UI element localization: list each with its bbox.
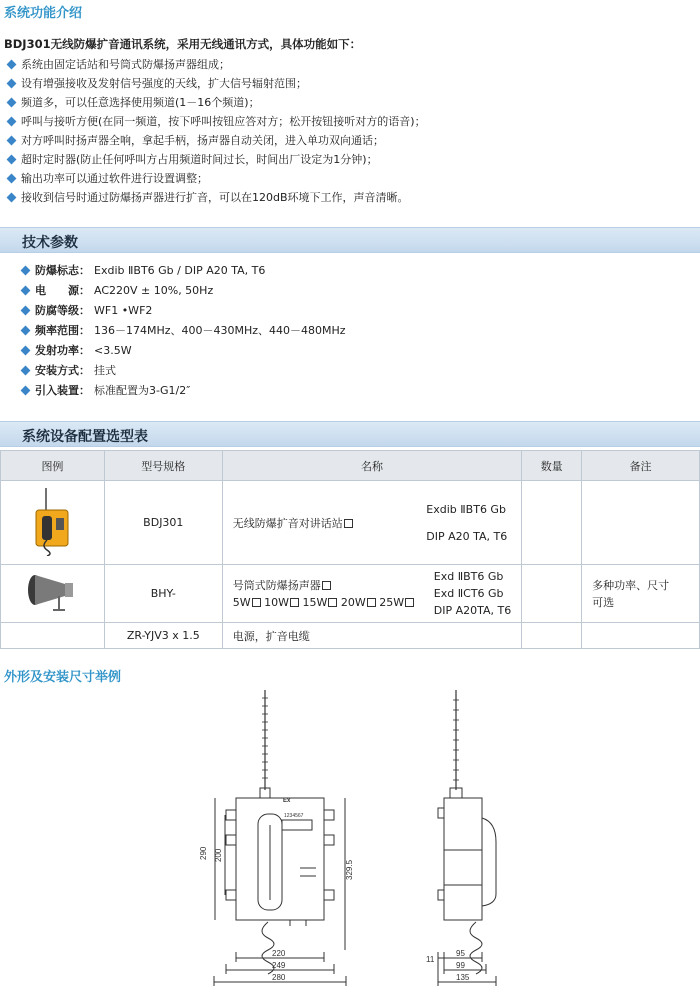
- list-item: 系统由固定话站和号筒式防爆扬声器组成；: [4, 56, 694, 74]
- diamond-bullet-icon: [7, 174, 17, 184]
- diamond-bullet-icon: [7, 60, 17, 70]
- table-row: [1, 565, 700, 623]
- side-view: [438, 690, 496, 986]
- note-cell: [582, 481, 700, 565]
- station-image: [1, 481, 105, 565]
- config-table: [0, 450, 700, 649]
- checkbox-icon: [322, 581, 331, 590]
- table-header-row: [1, 451, 700, 481]
- dim-d: 135: [456, 973, 470, 982]
- checkbox-icon: [328, 598, 337, 607]
- table-row: [1, 481, 700, 565]
- name-cell: 电源，扩音电缆: [222, 623, 522, 649]
- list-item: 输出功率可以通过软件进行设置调整；: [4, 170, 694, 188]
- ex-marks: Exdib ⅡBT6 Gb DIP A20 TA, T6: [426, 502, 508, 543]
- checkbox-icon: [344, 519, 353, 528]
- list-item: 设有增强接收及发射信号强度的天线，扩大信号辐射范围；: [4, 75, 694, 93]
- diamond-bullet-icon: [7, 136, 17, 146]
- drawing-title: 外形及安装尺寸举例: [4, 670, 122, 685]
- param-row: 防腐等级： WF1 •WF2: [20, 302, 152, 320]
- station-name: 无线防爆扩音对讲话站: [233, 515, 353, 531]
- col-header: 数量: [522, 451, 582, 481]
- diamond-bullet-icon: [7, 117, 17, 127]
- dim-h3: 329.5: [345, 859, 354, 880]
- power-options: 5W 10W 15W 20W 25W: [233, 594, 414, 611]
- dim-h2: 200: [214, 848, 223, 862]
- front-view: [214, 690, 346, 986]
- diamond-bullet-icon: [21, 386, 31, 396]
- intro-list: [4, 56, 694, 216]
- diamond-bullet-icon: [7, 193, 17, 203]
- list-item: 频道多，可以任意选择使用频道(1－16个频道)；: [4, 94, 694, 112]
- qty-cell: [522, 481, 582, 565]
- diamond-bullet-icon: [21, 286, 31, 296]
- intro-lead: BDJ301无线防爆扩音通讯系统，采用无线通讯方式，具体功能如下：: [4, 37, 362, 51]
- tech-band: [0, 227, 700, 253]
- model-cell: BHY-: [104, 565, 222, 623]
- param-row: 频率范围： 136－174MHz、400－430MHz、440－480MHz: [20, 322, 346, 340]
- dim-w3: 280: [272, 973, 286, 982]
- tech-title: 技术参数: [22, 235, 78, 251]
- dim-h1: 290: [199, 846, 208, 860]
- name-cell: [222, 565, 522, 623]
- dim-w1: 220: [272, 949, 286, 958]
- checkbox-icon: [367, 598, 376, 607]
- ex-marks: Exd ⅡBT6 Gb Exd ⅡCT6 Gb DIP A20TA, T6: [433, 570, 512, 617]
- diamond-bullet-icon: [21, 326, 31, 336]
- image-cell: [1, 623, 105, 649]
- list-item: 接收到信号时通过防爆扬声器进行扩音，可以在120dB环境下工作，声音清晰。: [4, 189, 694, 207]
- param-row: 引入装置： 标准配置为3-G1/2″: [20, 382, 190, 400]
- qty-cell: [522, 623, 582, 649]
- note-cell: 多种功率、尺寸 可选: [582, 565, 700, 623]
- param-row: 发射功率： <3.5W: [20, 342, 132, 360]
- ex-label: Ex: [283, 798, 291, 804]
- id-label: 1234567: [284, 813, 304, 819]
- dim-c: 99: [456, 961, 465, 970]
- col-header: 型号规格: [104, 451, 222, 481]
- list-item: 呼叫与接听方便(在同一频道，按下呼叫按钮应答对方；松开按钮接听对方的语音)；: [4, 113, 694, 131]
- dim-a: 11: [426, 955, 435, 964]
- list-item: 超时定时器(防止任何呼叫方占用频道时间过长，时间出厂设定为1分钟)；: [4, 151, 694, 169]
- note-cell: [582, 623, 700, 649]
- speaker-name-block: 号筒式防爆扬声器 5W 10W 15W 20W 25W: [233, 577, 414, 611]
- checkbox-icon: [252, 598, 261, 607]
- checkbox-icon: [290, 598, 299, 607]
- col-header: 名称: [222, 451, 522, 481]
- param-row: 防爆标志： Exdib ⅡBT6 Gb / DIP A20 TA, T6: [20, 262, 265, 280]
- config-band: [0, 421, 700, 447]
- phone-station-icon: [30, 486, 74, 556]
- list-item: 对方呼叫时扬声器全响，拿起手柄，扬声器自动关闭，进入单功双向通话；: [4, 132, 694, 150]
- config-title: 系统设备配置选型表: [22, 429, 148, 445]
- intro-title: 系统功能介绍: [4, 6, 83, 21]
- diamond-bullet-icon: [21, 366, 31, 376]
- diamond-bullet-icon: [7, 79, 17, 89]
- col-header: 图例: [1, 451, 105, 481]
- dim-b: 95: [456, 949, 465, 958]
- diamond-bullet-icon: [21, 306, 31, 316]
- horn-speaker-icon: [25, 570, 79, 614]
- checkbox-icon: [405, 598, 414, 607]
- param-row: 安装方式： 挂式: [20, 362, 116, 380]
- diamond-bullet-icon: [21, 346, 31, 356]
- table-row: [1, 623, 700, 649]
- diamond-bullet-icon: [7, 98, 17, 108]
- col-header: 备注: [582, 451, 700, 481]
- qty-cell: [522, 565, 582, 623]
- diamond-bullet-icon: [21, 266, 31, 276]
- diamond-bullet-icon: [7, 155, 17, 165]
- param-row: 电 源： AC220V ± 10%, 50Hz: [20, 282, 213, 300]
- model-cell: ZR-YJV3 x 1.5: [104, 623, 222, 649]
- speaker-image: [1, 565, 105, 623]
- dimension-drawing-svg: [0, 690, 700, 996]
- dim-w2: 249: [272, 961, 286, 970]
- name-cell: [222, 481, 522, 565]
- model-cell: BDJ301: [104, 481, 222, 565]
- dimension-drawing: [0, 690, 700, 996]
